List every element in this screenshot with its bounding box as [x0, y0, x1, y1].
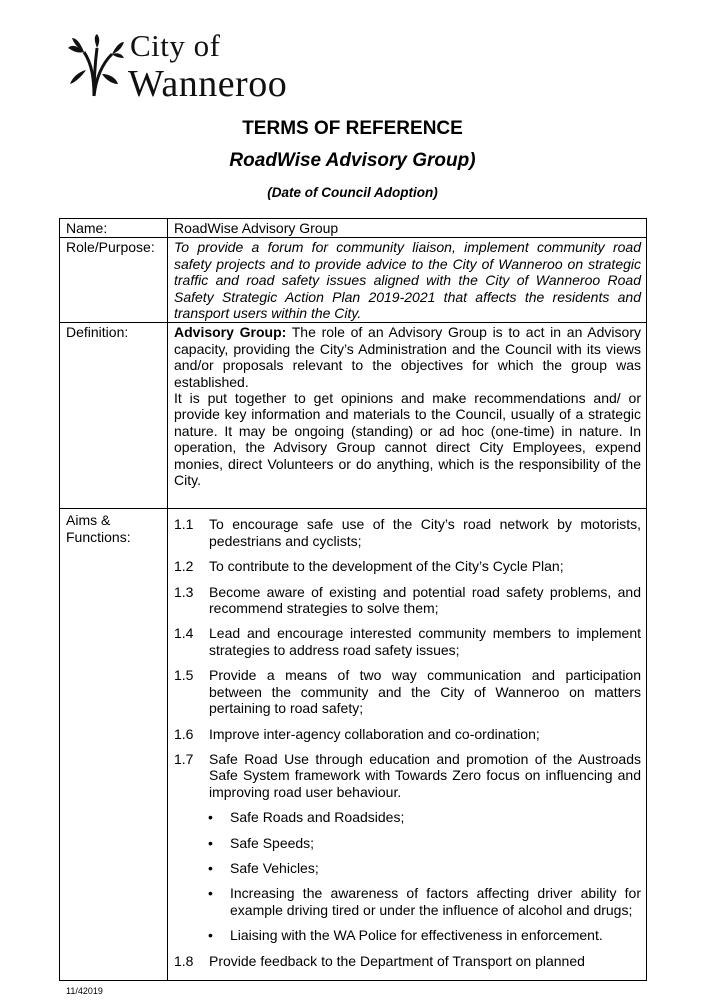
bullet-icon: •	[208, 809, 213, 826]
role-value: To provide a forum for community liaison, implement community road safety projects and to provide advice to the City of Wanneroo on strategic traffic and road safety issues aligned with the City of Wanneroo Road Safety Strategic Action Plan 2019-2021 that affects the residents and transport users within the City.	[168, 238, 647, 323]
document-title: TERMS OF REFERENCE	[242, 118, 463, 139]
aims-item-cut	[174, 944, 641, 980]
aims-item-number: 1.6	[174, 725, 194, 742]
aims-item	[174, 751, 641, 800]
bullet-text: Safe Roads and Roadsides;	[230, 809, 405, 826]
bullet-icon: •	[208, 834, 213, 851]
document-subtitle: RoadWise Advisory Group)	[229, 150, 476, 171]
name-value: RoadWise Advisory Group	[168, 219, 647, 238]
aims-bullets	[174, 809, 641, 943]
definition-term: Advisory Group:	[174, 324, 287, 341]
definition-text-1: The role of an Advisory Group is to act in an Advisory capacity, providing the City’s Administration and the Council with its views and/or proposals relevant to the objectives for which the group was established.	[174, 324, 641, 390]
definition-value	[168, 323, 647, 509]
definition-paragraph-2: It is put together to get opinions and make recommendations and/ or provide key information and materials to the Council, usually of a strategic nature. It may be ongoing (standing) or ad hoc (one-time) in nature. In operation, the Advisory Group cannot direct City Employees, expend monies, direct Volunteers or do anything, which is the responsibility of the City.	[174, 390, 641, 489]
definition-label: Definition:	[60, 323, 168, 509]
aims-item-number: 1.4	[174, 625, 194, 642]
bullet-item	[174, 860, 641, 876]
aims-item-text: Improve inter-agency collaboration and co-ordination;	[209, 725, 540, 742]
bullet-text: Safe Vehicles;	[230, 859, 319, 876]
logo-line-2: Wanneroo	[128, 63, 288, 105]
aims-value	[168, 509, 647, 980]
bullet-item	[174, 927, 641, 943]
bullet-icon: •	[208, 885, 213, 902]
definition-row	[60, 323, 647, 509]
bullet-text: Safe Speeds;	[230, 834, 315, 851]
aims-item-text: Safe Road Use through education and promotion of the Austroads Safe System framework with Towards Zero focus on influencing and improving road user behaviour.	[209, 750, 641, 800]
aims-item-text: Provide a means of two way communication and participation between the community and the City of Wanneroo on matters pertaining to road safety;	[209, 667, 641, 717]
aims-item-text: Lead and encourage interested community members to implement strategies to address road safety issues;	[209, 625, 641, 658]
logo-line-1: City of	[130, 28, 221, 63]
aims-item	[174, 667, 641, 716]
aims-item-number: 1.8	[174, 952, 194, 969]
aims-item	[174, 516, 641, 549]
definition-paragraph-1	[174, 324, 641, 390]
aims-item	[174, 558, 641, 574]
aims-row	[60, 509, 647, 980]
aims-item	[174, 584, 641, 617]
aims-label: Aims & Functions:	[60, 509, 168, 980]
document-code: 11/42019	[66, 986, 103, 996]
aims-item-number: 1.1	[174, 516, 194, 533]
aims-item	[174, 625, 641, 658]
aims-item-number: 1.2	[174, 558, 194, 575]
kangaroo-paw-icon	[64, 34, 126, 98]
aims-list	[174, 516, 641, 800]
bullet-icon: •	[208, 859, 213, 876]
bullet-item	[174, 835, 641, 851]
aims-item-text: To encourage safe use of the City’s road network by motorists, pedestrians and cyclists;	[209, 516, 641, 549]
aims-item-text: To contribute to the development of the City’s Cycle Plan;	[209, 558, 564, 575]
role-label: Role/Purpose:	[60, 238, 168, 323]
bullet-text: Increasing the awareness of factors affecting driver ability for example driving tired or under the influence of alcohol and drugs;	[230, 885, 641, 918]
aims-item-number: 1.5	[174, 667, 194, 684]
bullet-item	[174, 809, 641, 825]
name-label: Name:	[60, 219, 168, 238]
name-row	[60, 219, 647, 238]
bullet-item	[174, 885, 641, 918]
aims-item	[174, 953, 641, 969]
role-row	[60, 238, 647, 323]
city-logo	[64, 26, 324, 106]
adoption-date: (Date of Council Adoption)	[267, 185, 438, 200]
bullet-text: Liaising with the WA Police for effectiveness in enforcement.	[230, 927, 603, 944]
terms-table	[59, 218, 647, 981]
aims-item	[174, 726, 641, 742]
aims-item-text: Provide feedback to the Department of Transport on planned	[209, 952, 585, 969]
bullet-icon: •	[208, 927, 213, 944]
aims-item-text: Become aware of existing and potential road safety problems, and recommend strategies to solve them;	[209, 583, 641, 617]
aims-item-number: 1.3	[174, 583, 194, 600]
aims-item-number: 1.7	[174, 750, 194, 767]
